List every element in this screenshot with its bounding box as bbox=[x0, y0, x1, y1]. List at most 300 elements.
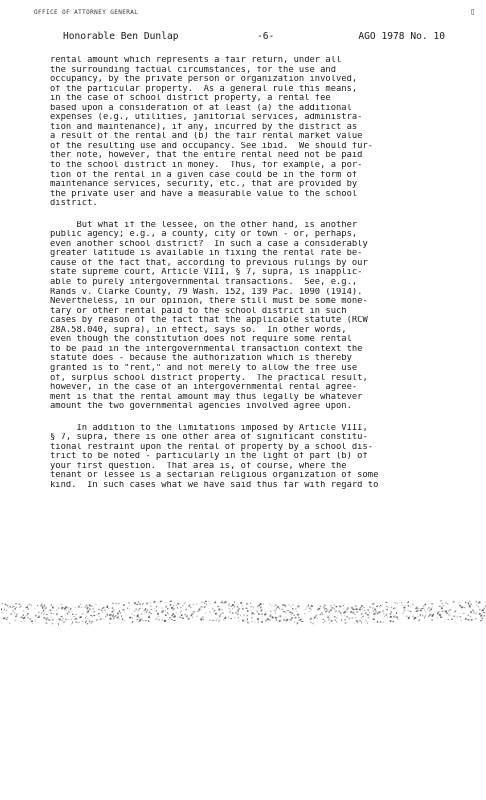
noise-speck bbox=[481, 615, 483, 616]
noise-speck bbox=[16, 614, 17, 616]
noise-speck bbox=[15, 608, 16, 610]
text-line: the private user and have a measurable value to the school bbox=[50, 189, 358, 199]
noise-speck bbox=[61, 620, 63, 621]
noise-speck bbox=[314, 617, 315, 619]
noise-speck bbox=[258, 605, 260, 606]
noise-speck bbox=[24, 617, 26, 618]
noise-speck bbox=[82, 614, 84, 615]
noise-speck bbox=[478, 606, 479, 608]
noise-speck bbox=[408, 617, 410, 619]
noise-speck bbox=[390, 613, 392, 615]
noise-speck bbox=[484, 615, 485, 616]
noise-speck bbox=[270, 603, 271, 604]
noise-speck bbox=[173, 616, 175, 618]
noise-speck bbox=[467, 619, 469, 620]
noise-speck bbox=[43, 610, 44, 612]
noise-speck bbox=[336, 618, 338, 619]
noise-speck bbox=[321, 613, 323, 615]
noise-speck bbox=[282, 609, 284, 610]
noise-speck bbox=[407, 602, 409, 603]
noise-speck bbox=[291, 606, 292, 608]
noise-speck bbox=[72, 614, 73, 615]
noise-speck bbox=[391, 607, 392, 608]
paragraph bbox=[50, 221, 450, 412]
noise-speck bbox=[45, 608, 47, 610]
noise-speck bbox=[324, 609, 325, 611]
noise-speck bbox=[415, 608, 416, 609]
noise-speck bbox=[308, 605, 309, 607]
noise-speck bbox=[327, 617, 328, 618]
noise-speck bbox=[41, 612, 42, 613]
noise-speck bbox=[229, 604, 230, 606]
noise-speck bbox=[156, 606, 157, 608]
noise-speck bbox=[23, 610, 24, 611]
noise-speck bbox=[72, 618, 73, 619]
noise-speck bbox=[331, 620, 333, 621]
noise-speck bbox=[2, 612, 3, 613]
noise-speck bbox=[266, 612, 267, 614]
noise-speck bbox=[261, 610, 263, 611]
noise-speck bbox=[309, 619, 310, 621]
noise-speck bbox=[9, 622, 10, 624]
noise-speck bbox=[138, 601, 139, 603]
noise-speck bbox=[330, 609, 332, 611]
noise-speck bbox=[311, 605, 313, 607]
noise-speck bbox=[109, 615, 111, 616]
noise-speck bbox=[110, 618, 112, 620]
noise-speck bbox=[65, 619, 67, 621]
noise-speck bbox=[232, 608, 233, 609]
noise-speck bbox=[201, 606, 203, 607]
noise-speck bbox=[225, 617, 227, 619]
noise-speck bbox=[329, 611, 331, 613]
noise-speck bbox=[199, 608, 200, 609]
noise-speck bbox=[343, 605, 344, 606]
noise-speck bbox=[443, 605, 444, 606]
noise-speck bbox=[112, 607, 113, 609]
noise-speck bbox=[431, 604, 433, 605]
noise-speck bbox=[10, 613, 12, 615]
noise-speck bbox=[221, 614, 222, 615]
noise-speck bbox=[264, 614, 265, 615]
noise-speck bbox=[148, 621, 150, 622]
noise-speck bbox=[372, 607, 374, 608]
noise-speck bbox=[317, 609, 318, 610]
noise-speck bbox=[447, 603, 448, 604]
noise-speck bbox=[289, 612, 290, 613]
noise-speck bbox=[275, 617, 277, 619]
noise-speck bbox=[261, 609, 262, 610]
noise-speck bbox=[431, 620, 433, 621]
noise-speck bbox=[202, 617, 204, 618]
noise-speck bbox=[93, 611, 95, 612]
noise-speck bbox=[85, 617, 86, 619]
noise-speck bbox=[408, 606, 409, 607]
noise-speck bbox=[117, 617, 119, 619]
noise-speck bbox=[283, 619, 285, 621]
noise-speck bbox=[64, 608, 65, 609]
text-line: of the particular property. As a general rule this means, bbox=[50, 84, 358, 94]
noise-speck bbox=[301, 621, 303, 622]
noise-speck bbox=[53, 614, 54, 615]
noise-speck bbox=[136, 608, 137, 610]
noise-speck bbox=[388, 607, 389, 608]
letterhead-office: OFFICE OF ATTORNEY GENERAL bbox=[34, 9, 139, 16]
noise-speck bbox=[156, 611, 157, 613]
noise-speck bbox=[360, 607, 361, 608]
noise-speck bbox=[263, 604, 264, 605]
noise-speck bbox=[362, 609, 363, 610]
noise-speck bbox=[212, 620, 214, 621]
noise-speck bbox=[51, 612, 52, 613]
text-line: Nevertheless, in our opinion, there still must be some mone- bbox=[50, 297, 368, 307]
noise-speck bbox=[127, 607, 128, 609]
noise-speck bbox=[373, 610, 374, 612]
noise-speck bbox=[154, 609, 155, 610]
noise-speck bbox=[261, 614, 263, 615]
noise-speck bbox=[121, 612, 122, 613]
noise-speck bbox=[454, 616, 455, 617]
noise-speck bbox=[221, 609, 223, 610]
noise-speck bbox=[189, 605, 191, 606]
noise-speck bbox=[298, 617, 300, 618]
noise-speck bbox=[298, 605, 300, 607]
noise-speck bbox=[454, 612, 456, 613]
noise-speck bbox=[356, 609, 358, 611]
text-line: Rands v. Clarke County, 79 Wash. 152, 139 Pac. 1090 (1914). bbox=[50, 287, 363, 297]
noise-speck bbox=[391, 611, 393, 612]
noise-speck bbox=[482, 610, 484, 611]
noise-speck bbox=[323, 606, 325, 608]
noise-speck bbox=[437, 612, 439, 614]
noise-speck bbox=[277, 606, 279, 608]
noise-speck bbox=[246, 603, 247, 604]
noise-speck bbox=[150, 606, 151, 607]
noise-speck bbox=[209, 612, 211, 613]
noise-speck bbox=[181, 611, 182, 612]
noise-speck bbox=[408, 610, 409, 611]
noise-speck bbox=[108, 608, 110, 609]
noise-speck bbox=[164, 620, 165, 622]
noise-speck bbox=[257, 606, 258, 607]
noise-speck bbox=[234, 601, 235, 603]
noise-speck bbox=[242, 620, 244, 621]
noise-speck bbox=[341, 619, 342, 621]
noise-speck bbox=[1, 608, 2, 610]
noise-speck bbox=[52, 623, 53, 624]
noise-speck bbox=[250, 603, 251, 604]
noise-speck bbox=[445, 610, 447, 611]
noise-speck bbox=[147, 609, 148, 611]
noise-speck bbox=[173, 605, 174, 607]
noise-speck bbox=[62, 619, 64, 620]
text-line: statute does - because the authorization which is thereby bbox=[50, 354, 352, 364]
noise-speck bbox=[93, 615, 95, 616]
noise-speck bbox=[296, 608, 297, 609]
noise-speck bbox=[476, 613, 477, 614]
noise-speck bbox=[155, 619, 156, 620]
noise-speck bbox=[220, 619, 221, 620]
noise-speck bbox=[476, 604, 477, 606]
noise-speck bbox=[137, 619, 138, 620]
noise-speck bbox=[324, 605, 325, 606]
noise-speck bbox=[239, 608, 240, 609]
text-line: tary or other rental paid to the school district in such bbox=[50, 306, 347, 316]
noise-speck bbox=[20, 617, 21, 618]
noise-speck bbox=[292, 613, 293, 614]
noise-speck bbox=[416, 611, 417, 612]
noise-speck bbox=[57, 613, 58, 615]
noise-speck bbox=[132, 621, 133, 623]
noise-speck bbox=[78, 607, 79, 608]
noise-speck bbox=[165, 611, 166, 612]
noise-speck bbox=[213, 608, 214, 610]
noise-speck bbox=[154, 601, 156, 602]
noise-speck bbox=[439, 606, 441, 607]
noise-speck bbox=[194, 611, 195, 612]
noise-speck bbox=[44, 613, 45, 614]
text-line: even though the constitution does not require some rental bbox=[50, 335, 352, 345]
text-line: tion and maintenance), if any, incurred by the district as bbox=[50, 122, 358, 132]
text-line: able to purely intergovernmental transactions. See, e.g., bbox=[50, 278, 358, 288]
noise-speck bbox=[254, 622, 255, 623]
noise-speck bbox=[196, 616, 198, 617]
noise-speck bbox=[453, 601, 455, 603]
noise-speck bbox=[125, 614, 126, 615]
noise-speck bbox=[89, 605, 91, 607]
noise-speck bbox=[361, 622, 362, 624]
noise-speck bbox=[460, 616, 461, 617]
noise-speck bbox=[100, 619, 102, 620]
noise-speck bbox=[320, 606, 321, 607]
noise-speck bbox=[221, 602, 223, 604]
noise-speck bbox=[351, 607, 353, 609]
noise-speck bbox=[418, 616, 419, 617]
noise-speck bbox=[157, 618, 158, 620]
noise-speck bbox=[469, 601, 470, 602]
noise-speck bbox=[138, 609, 140, 610]
noise-speck bbox=[470, 617, 472, 618]
noise-speck bbox=[310, 622, 312, 623]
noise-speck bbox=[38, 612, 40, 613]
noise-speck bbox=[180, 612, 181, 614]
noise-speck bbox=[294, 622, 295, 623]
page-corner-mark-icon: ▯ bbox=[470, 7, 476, 17]
noise-speck bbox=[479, 601, 480, 603]
noise-speck bbox=[15, 607, 17, 608]
noise-speck bbox=[270, 615, 272, 617]
opinion-body bbox=[50, 56, 450, 491]
noise-speck bbox=[329, 623, 330, 625]
noise-speck bbox=[317, 618, 318, 619]
noise-speck bbox=[171, 607, 173, 609]
noise-speck bbox=[320, 614, 321, 615]
noise-speck bbox=[158, 619, 159, 621]
noise-speck bbox=[468, 615, 469, 616]
noise-speck bbox=[145, 621, 146, 622]
noise-speck bbox=[317, 614, 318, 615]
noise-speck bbox=[222, 601, 223, 602]
noise-speck bbox=[445, 611, 447, 613]
noise-speck bbox=[246, 608, 248, 609]
noise-speck bbox=[56, 610, 57, 611]
noise-speck bbox=[464, 607, 465, 608]
noise-speck bbox=[104, 610, 106, 611]
noise-speck bbox=[267, 619, 268, 621]
noise-speck bbox=[41, 604, 42, 605]
noise-speck bbox=[60, 616, 61, 617]
noise-speck bbox=[98, 609, 100, 610]
noise-speck bbox=[169, 614, 170, 615]
noise-speck bbox=[378, 611, 380, 613]
noise-speck bbox=[15, 616, 17, 618]
noise-speck bbox=[87, 607, 89, 608]
paragraph-gap bbox=[50, 209, 450, 221]
noise-speck bbox=[167, 608, 169, 609]
noise-speck bbox=[448, 614, 450, 615]
noise-speck bbox=[364, 610, 366, 611]
noise-speck bbox=[119, 610, 120, 612]
noise-speck bbox=[43, 606, 45, 607]
noise-speck bbox=[373, 614, 374, 615]
noise-speck bbox=[137, 615, 139, 617]
noise-speck bbox=[373, 618, 375, 620]
noise-speck bbox=[224, 618, 225, 619]
noise-speck bbox=[459, 605, 461, 607]
noise-speck bbox=[157, 613, 159, 615]
noise-speck bbox=[132, 618, 133, 619]
noise-speck bbox=[387, 616, 388, 618]
noise-speck bbox=[396, 617, 398, 618]
noise-speck bbox=[355, 605, 357, 607]
noise-speck bbox=[242, 608, 243, 610]
noise-speck bbox=[354, 614, 355, 615]
noise-speck bbox=[344, 604, 345, 605]
noise-speck bbox=[139, 604, 140, 605]
noise-speck bbox=[139, 608, 141, 609]
noise-speck bbox=[465, 618, 467, 620]
noise-speck bbox=[206, 604, 207, 605]
noise-speck bbox=[43, 614, 44, 615]
noise-speck bbox=[397, 603, 398, 604]
noise-speck bbox=[313, 619, 314, 620]
noise-speck bbox=[86, 605, 88, 607]
noise-speck bbox=[324, 621, 325, 622]
noise-speck bbox=[368, 617, 369, 619]
text-line: the surrounding factual circumstances, for the use and bbox=[50, 65, 336, 75]
noise-speck bbox=[245, 621, 246, 622]
noise-speck bbox=[247, 618, 248, 620]
noise-speck bbox=[345, 611, 347, 612]
noise-speck bbox=[429, 610, 430, 611]
text-line: 28A.58.040, supra), in effect, says so. In other words, bbox=[50, 325, 347, 335]
noise-speck bbox=[205, 601, 207, 602]
noise-speck bbox=[6, 619, 8, 620]
noise-speck bbox=[129, 617, 131, 618]
noise-speck bbox=[341, 615, 342, 616]
noise-speck bbox=[192, 617, 193, 618]
noise-speck bbox=[379, 606, 380, 607]
noise-speck bbox=[31, 621, 33, 623]
noise-speck bbox=[40, 605, 42, 607]
noise-speck bbox=[76, 621, 78, 623]
noise-speck bbox=[129, 606, 131, 607]
noise-speck bbox=[165, 606, 166, 608]
text-line: in the case of school district property, a rental fee bbox=[50, 94, 331, 104]
noise-speck bbox=[380, 605, 381, 606]
noise-speck bbox=[101, 618, 102, 619]
noise-speck bbox=[322, 619, 324, 620]
noise-speck bbox=[237, 606, 238, 607]
noise-speck bbox=[165, 615, 167, 616]
noise-speck bbox=[124, 620, 126, 621]
text-line: public agency; e.g., a county, city or town - or, perhaps, bbox=[50, 230, 358, 240]
noise-speck bbox=[295, 617, 297, 619]
noise-speck bbox=[26, 607, 28, 608]
noise-speck bbox=[222, 613, 224, 614]
noise-speck bbox=[335, 610, 336, 612]
noise-speck bbox=[484, 608, 486, 610]
noise-speck bbox=[238, 610, 239, 612]
noise-speck bbox=[92, 617, 93, 618]
noise-speck bbox=[417, 610, 419, 611]
noise-speck bbox=[89, 621, 91, 622]
noise-speck bbox=[92, 609, 94, 610]
noise-speck bbox=[292, 608, 293, 610]
header-addressee: Honorable Ben Dunlap bbox=[63, 31, 179, 42]
noise-speck bbox=[29, 618, 30, 619]
noise-speck bbox=[238, 617, 239, 618]
noise-speck bbox=[21, 617, 23, 618]
noise-speck bbox=[112, 619, 113, 620]
noise-speck bbox=[15, 620, 16, 622]
noise-speck bbox=[439, 614, 441, 616]
noise-speck bbox=[141, 614, 143, 615]
noise-speck bbox=[372, 612, 373, 613]
noise-speck bbox=[162, 619, 163, 621]
noise-speck bbox=[279, 620, 281, 622]
noise-speck bbox=[260, 607, 262, 609]
noise-speck bbox=[137, 610, 138, 611]
noise-speck bbox=[442, 611, 444, 612]
noise-speck bbox=[200, 619, 202, 621]
noise-speck bbox=[80, 604, 82, 605]
noise-speck bbox=[276, 608, 277, 610]
noise-speck bbox=[205, 613, 206, 614]
noise-speck bbox=[404, 611, 405, 613]
noise-speck bbox=[114, 616, 115, 617]
noise-speck bbox=[440, 600, 441, 602]
noise-speck bbox=[14, 613, 15, 614]
noise-speck bbox=[176, 612, 177, 613]
noise-speck bbox=[27, 605, 28, 606]
noise-speck bbox=[193, 612, 194, 613]
noise-speck bbox=[436, 617, 438, 618]
noise-speck bbox=[143, 603, 144, 604]
noise-speck bbox=[60, 604, 62, 605]
noise-speck bbox=[68, 611, 70, 613]
noise-speck bbox=[15, 603, 17, 604]
noise-speck bbox=[113, 617, 114, 619]
noise-speck bbox=[75, 618, 77, 620]
noise-speck bbox=[266, 620, 267, 621]
noise-speck bbox=[203, 619, 204, 620]
noise-speck bbox=[423, 615, 424, 617]
text-line: tion of the rental in a given case could be in the form of bbox=[50, 170, 358, 180]
header-page-number: -6- bbox=[257, 31, 275, 42]
noise-speck bbox=[347, 616, 348, 618]
noise-speck bbox=[479, 613, 481, 615]
